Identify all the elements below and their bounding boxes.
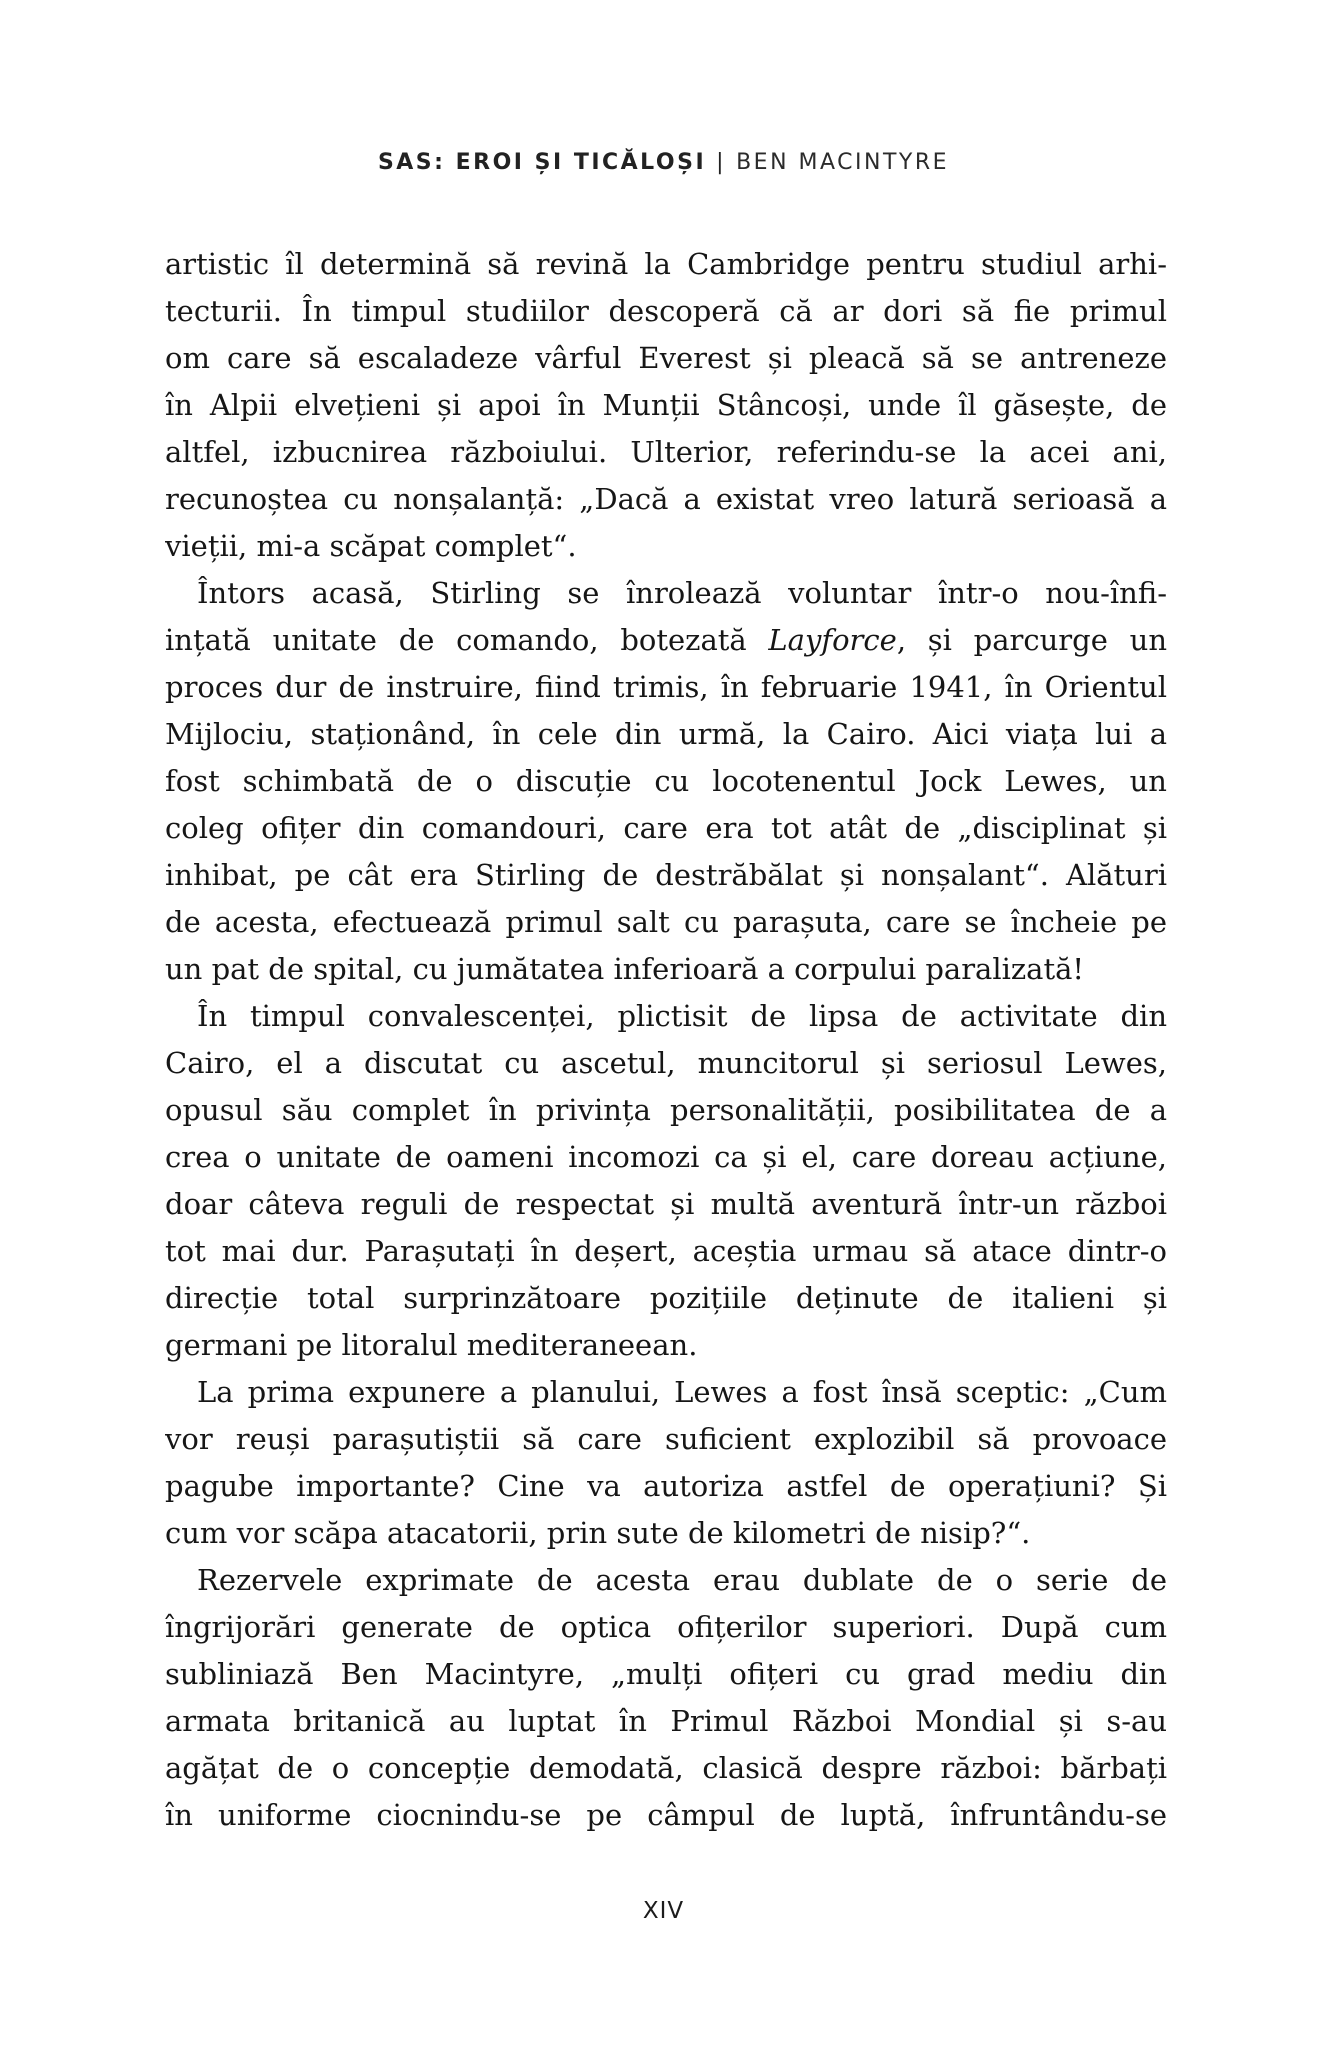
text-line: agățat de o concepție demodată, clasică despre război: bărbați	[165, 1751, 1167, 1785]
italic-term: Layforce	[768, 623, 897, 657]
text-line: Cairo, el a discutat cu ascetul, muncitorul și seriosul Lewes,	[165, 1046, 1167, 1080]
text-line: Rezervele exprimate de acesta erau dublate de o serie de	[197, 1563, 1167, 1597]
paragraph	[165, 570, 1167, 993]
text-line: ințată unitate de comando, botezată Layforce, și parcurge un	[165, 623, 1167, 657]
text-line: fost schimbată de o discuție cu locotenentul Jock Lewes, un	[165, 764, 1167, 798]
text-line: îngrijorări generate de optica ofițerilor superiori. După cum	[165, 1610, 1167, 1644]
text-line: altfel, izbucnirea războiului. Ulterior, referindu-se la acei ani,	[165, 435, 1167, 469]
text-line: coleg ofițer din comandouri, care era tot atât de „disciplinat și	[165, 811, 1167, 845]
text-line: subliniază Ben Macintyre, „mulți ofițeri cu grad mediu din	[165, 1657, 1167, 1691]
text-line: doar câteva reguli de respectat și multă aventură într-un război	[165, 1187, 1167, 1221]
text-line: tot mai dur. Parașutați în deșert, aceștia urmau să atace dintr-o	[165, 1234, 1167, 1268]
text-line: om care să escaladeze vârful Everest și pleacă să se antreneze	[165, 341, 1167, 375]
text-line: În timpul convalescenței, plictisit de lipsa de activitate din	[197, 999, 1167, 1033]
paragraph	[165, 1369, 1167, 1557]
text-line: cum vor scăpa atacatorii, prin sute de kilometri de nisip?“.	[165, 1516, 1031, 1550]
text-line: germani pe litoralul mediteraneean.	[165, 1328, 698, 1362]
running-header	[0, 150, 1327, 175]
body-text	[165, 241, 1167, 1839]
text-line: Întors acasă, Stirling se înrolează voluntar într-o nou-înfi-	[197, 576, 1167, 610]
paragraph	[165, 993, 1167, 1369]
paragraph	[165, 1557, 1167, 1839]
text-line: opusul său complet în privința personalității, posibilitatea de a	[165, 1093, 1167, 1127]
text-line: La prima expunere a planului, Lewes a fost însă sceptic: „Cum	[197, 1375, 1167, 1409]
text-line: în uniforme ciocnindu-se pe câmpul de luptă, înfruntându-se	[165, 1798, 1167, 1832]
text-line: tecturii. În timpul studiilor descoperă că ar dori să fie primul	[165, 294, 1167, 328]
header-separator: |	[716, 150, 727, 175]
text-line: proces dur de instruire, fiind trimis, în februarie 1941, în Orientul	[165, 670, 1167, 704]
text-line: crea o unitate de oameni incomozi ca și el, care doreau acțiune,	[165, 1140, 1167, 1174]
text-line: direcție total surprinzătoare pozițiile deținute de italieni și	[165, 1281, 1167, 1315]
text-line: artistic îl determină să revină la Cambridge pentru studiul arhi-	[165, 247, 1167, 281]
text-line: armata britanică au luptat în Primul Război Mondial și s-au	[165, 1704, 1167, 1738]
text-line: pagube importante? Cine va autoriza astfel de operațiuni? Și	[165, 1469, 1167, 1503]
text-line: în Alpii elvețieni și apoi în Munții Stâncoși, unde îl găsește, de	[165, 388, 1167, 422]
text-line: vieții, mi-a scăpat complet“.	[165, 529, 577, 563]
author-name: BEN MACINTYRE	[736, 150, 950, 175]
text-line: recunoștea cu nonșalanță: „Dacă a existat vreo latură serioasă a	[165, 482, 1167, 516]
text-line: inhibat, pe cât era Stirling de destrăbălat și nonșalant“. Alături	[165, 858, 1167, 892]
text-line: de acesta, efectuează primul salt cu parașuta, care se încheie pe	[165, 905, 1167, 939]
text-line: vor reuși parașutiștii să care suficient explozibil să provoace	[165, 1422, 1167, 1456]
page-number: XIV	[642, 1898, 685, 1924]
text-line: Mijlociu, staționând, în cele din urmă, la Cairo. Aici viața lui a	[165, 717, 1167, 751]
book-title: SAS: EROI ȘI TICĂLOȘI	[377, 150, 707, 175]
text-line: un pat de spital, cu jumătatea inferioară a corpului paralizată!	[165, 952, 1085, 986]
paragraph	[165, 241, 1167, 570]
